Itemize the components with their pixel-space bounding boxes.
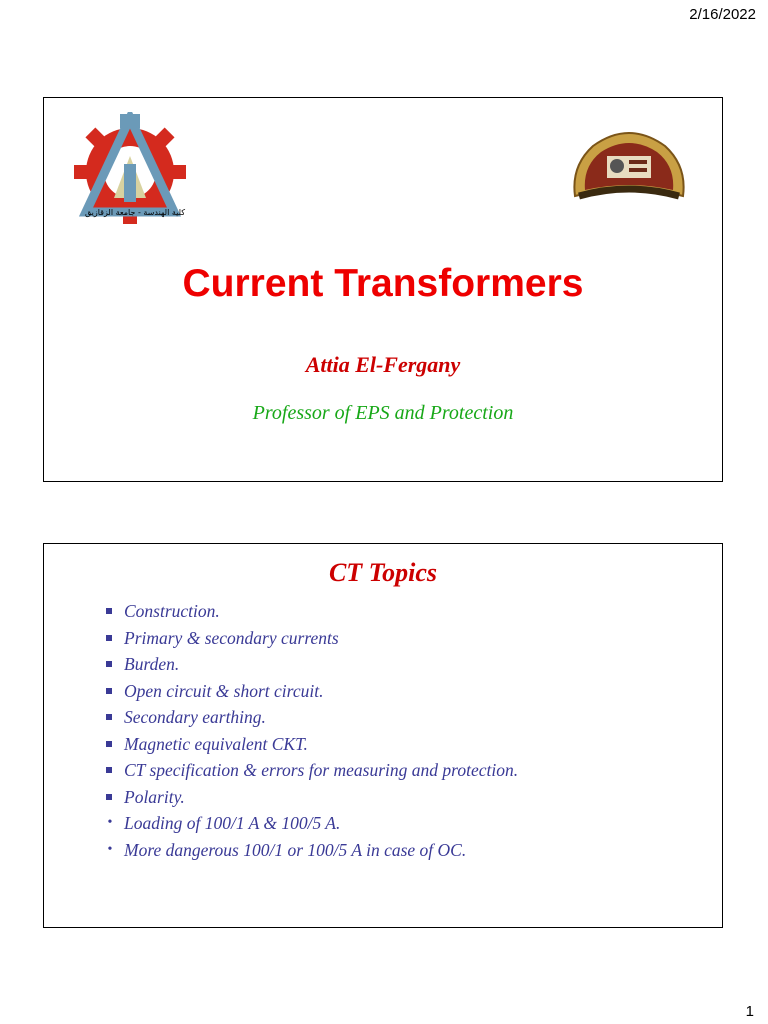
page-number: 1 [745, 1003, 754, 1020]
list-item: Burden. [104, 651, 518, 678]
list-item: Primary & secondary currents [104, 625, 518, 652]
square-bullet-icon [106, 741, 112, 747]
page-date: 2/16/2022 [689, 6, 756, 23]
list-item: Open circuit & short circuit. [104, 678, 518, 705]
slide-title: Current Transformers [182, 262, 584, 305]
list-item: • Loading of 100/1 A & 100/5 A. [104, 810, 518, 837]
square-bullet-icon [106, 661, 112, 667]
dot-bullet-icon: • [107, 841, 113, 857]
list-item: • More dangerous 100/1 or 100/5 A in case of OC. [104, 837, 518, 864]
list-item: Secondary earthing. [104, 704, 518, 731]
list-item: Magnetic equivalent CKT. [104, 731, 518, 758]
square-bullet-icon [106, 767, 112, 773]
square-bullet-icon [106, 688, 112, 694]
author-name: Attia El-Fergany [305, 352, 461, 377]
topics-title: CT Topics [328, 558, 438, 587]
square-bullet-icon [106, 794, 112, 800]
author-position: Professor of EPS and Protection [252, 402, 514, 424]
topics-list [104, 598, 518, 863]
faculty-logo-caption: كلية الهندسة - جامعة الزقازيق [84, 208, 186, 217]
square-bullet-icon [106, 608, 112, 614]
title-slide [43, 97, 723, 482]
square-bullet-icon [106, 714, 112, 720]
list-item: Polarity. [104, 784, 518, 811]
dot-bullet-icon: • [107, 815, 113, 830]
list-item: CT specification & errors for measuring and protection. [104, 757, 518, 784]
list-item: Construction. [104, 598, 518, 625]
topics-slide [43, 543, 723, 928]
zagazig-university-seal-icon [569, 126, 689, 202]
square-bullet-icon [106, 635, 112, 641]
